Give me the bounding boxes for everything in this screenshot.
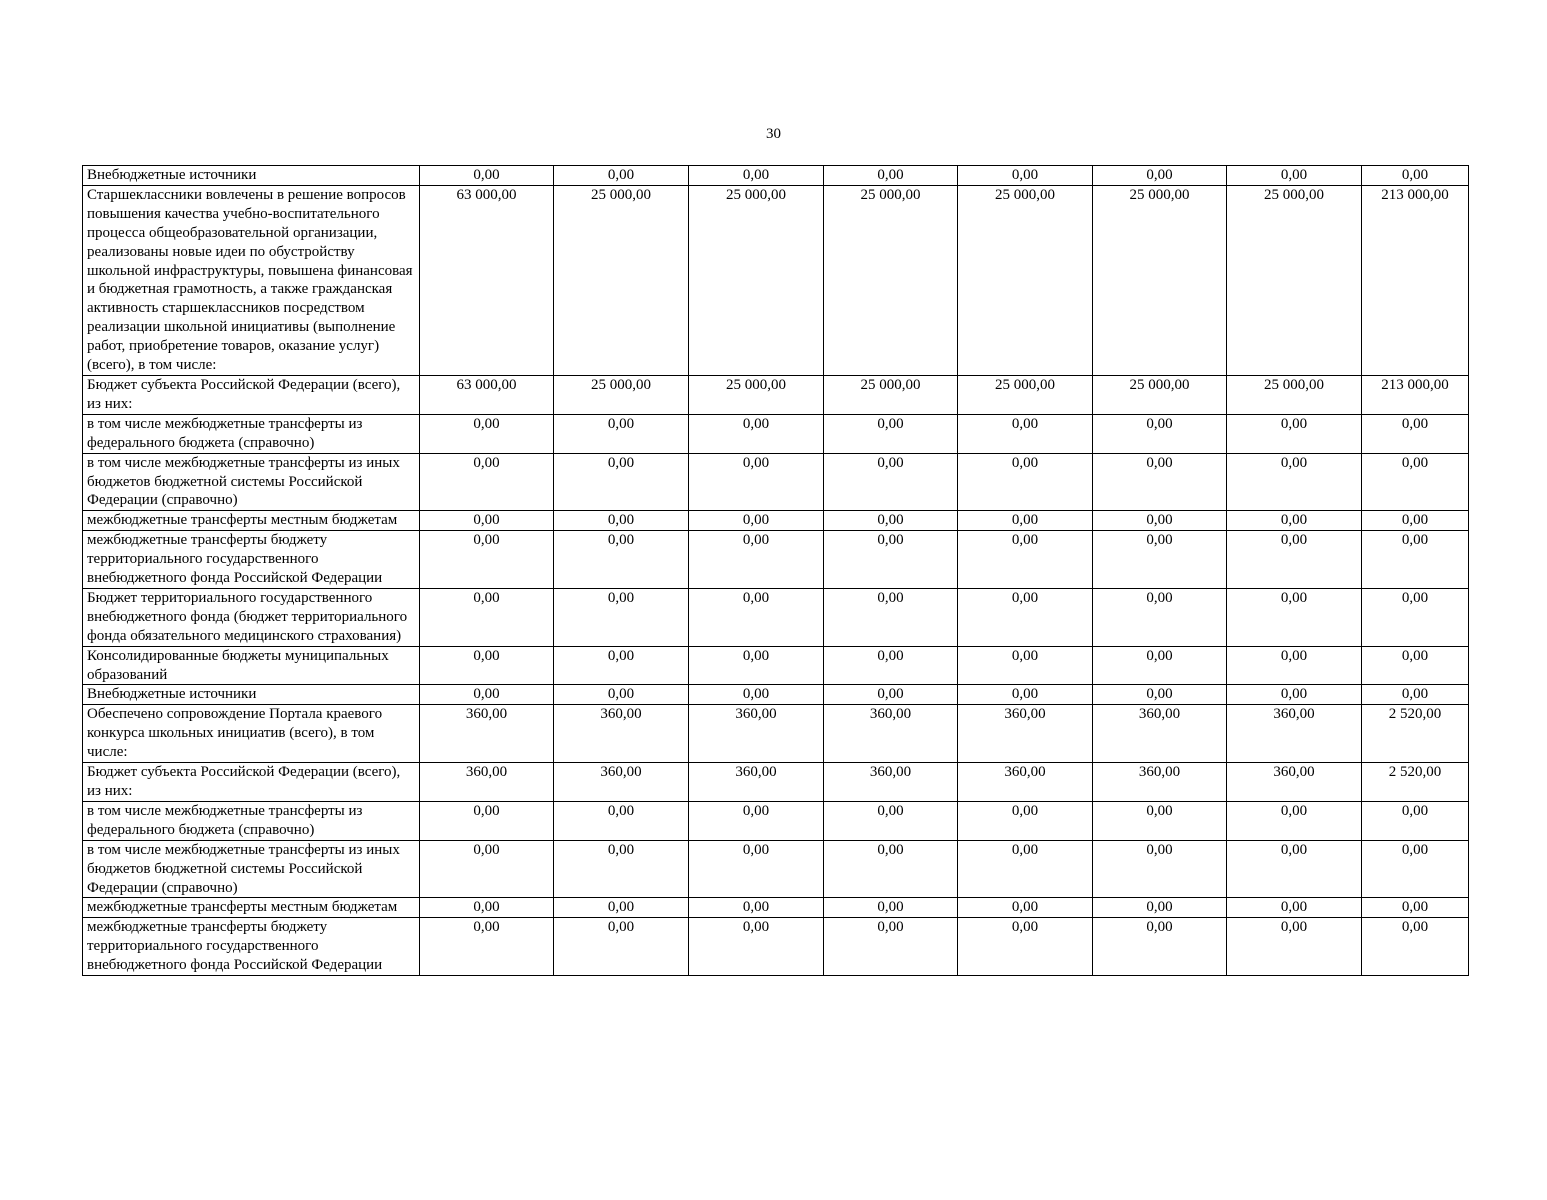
value-cell: 0,00 xyxy=(1227,453,1362,511)
row-label: межбюджетные трансферты бюджету территориального государственного внебюджетного фонда Российской Федерации xyxy=(83,918,420,976)
row-label: межбюджетные трансферты местным бюджетам xyxy=(83,898,420,918)
value-cell: 0,00 xyxy=(420,531,554,589)
value-cell: 0,00 xyxy=(420,646,554,685)
value-cell: 360,00 xyxy=(824,763,958,802)
value-cell: 0,00 xyxy=(554,531,689,589)
table-row xyxy=(83,685,1469,705)
value-cell: 360,00 xyxy=(1227,705,1362,763)
table-row xyxy=(83,375,1469,414)
value-cell: 0,00 xyxy=(420,801,554,840)
value-cell: 0,00 xyxy=(554,453,689,511)
value-cell: 0,00 xyxy=(824,414,958,453)
row-label: Бюджет территориального государственного внебюджетного фонда (бюджет территориального фонда обязательного медицинского страхования) xyxy=(83,588,420,646)
value-cell: 0,00 xyxy=(1093,588,1227,646)
value-cell: 0,00 xyxy=(554,588,689,646)
value-cell: 25 000,00 xyxy=(1093,375,1227,414)
table-row xyxy=(83,453,1469,511)
table-row xyxy=(83,840,1469,898)
value-cell: 0,00 xyxy=(958,531,1093,589)
value-cell: 213 000,00 xyxy=(1362,185,1469,375)
value-cell: 0,00 xyxy=(1093,453,1227,511)
table-row xyxy=(83,588,1469,646)
table-row xyxy=(83,763,1469,802)
value-cell: 0,00 xyxy=(958,453,1093,511)
value-cell: 0,00 xyxy=(689,166,824,186)
value-cell: 0,00 xyxy=(554,898,689,918)
value-cell: 0,00 xyxy=(1227,840,1362,898)
value-cell: 0,00 xyxy=(689,453,824,511)
row-label: межбюджетные трансферты местным бюджетам xyxy=(83,511,420,531)
value-cell: 360,00 xyxy=(554,705,689,763)
value-cell: 0,00 xyxy=(824,801,958,840)
page-number: 30 xyxy=(766,126,781,142)
budget-table xyxy=(82,165,1469,976)
value-cell: 0,00 xyxy=(1227,588,1362,646)
value-cell: 25 000,00 xyxy=(1227,185,1362,375)
row-label: Старшеклассники вовлечены в решение вопросов повышения качества учебно-воспитательного процесса общеобразовательной организации, реализованы новые идеи по обустройству школьной инфраструктуры, повышена финансовая и бюджетная грамотность, а также гражданская активность старшеклассников посредством реализации школьной инициативы (выполнение работ, приобретение товаров, оказание услуг) (всего), в том числе: xyxy=(83,185,420,375)
value-cell: 0,00 xyxy=(1362,511,1469,531)
value-cell: 360,00 xyxy=(689,763,824,802)
row-label: в том числе межбюджетные трансферты из иных бюджетов бюджетной системы Российской Федерации (справочно) xyxy=(83,453,420,511)
row-label: Обеспечено сопровождение Портала краевого конкурса школьных инициатив (всего), в том числе: xyxy=(83,705,420,763)
value-cell: 25 000,00 xyxy=(689,185,824,375)
value-cell: 25 000,00 xyxy=(554,185,689,375)
value-cell: 0,00 xyxy=(1227,898,1362,918)
value-cell: 0,00 xyxy=(1362,840,1469,898)
value-cell: 0,00 xyxy=(958,166,1093,186)
row-label: Бюджет субъекта Российской Федерации (всего), из них: xyxy=(83,763,420,802)
value-cell: 0,00 xyxy=(420,588,554,646)
value-cell: 0,00 xyxy=(689,840,824,898)
value-cell: 25 000,00 xyxy=(1093,185,1227,375)
value-cell: 0,00 xyxy=(958,646,1093,685)
value-cell: 0,00 xyxy=(824,646,958,685)
value-cell: 25 000,00 xyxy=(554,375,689,414)
value-cell: 0,00 xyxy=(420,918,554,976)
value-cell: 0,00 xyxy=(1093,511,1227,531)
value-cell: 0,00 xyxy=(554,840,689,898)
value-cell: 0,00 xyxy=(1093,646,1227,685)
value-cell: 0,00 xyxy=(689,531,824,589)
value-cell: 360,00 xyxy=(420,763,554,802)
value-cell: 0,00 xyxy=(1362,453,1469,511)
value-cell: 63 000,00 xyxy=(420,185,554,375)
value-cell: 0,00 xyxy=(420,840,554,898)
table-row xyxy=(83,918,1469,976)
table-row xyxy=(83,531,1469,589)
value-cell: 0,00 xyxy=(824,166,958,186)
value-cell: 0,00 xyxy=(1227,166,1362,186)
value-cell: 360,00 xyxy=(1093,705,1227,763)
value-cell: 0,00 xyxy=(1227,685,1362,705)
value-cell: 0,00 xyxy=(689,511,824,531)
table-body xyxy=(83,166,1469,976)
table-row xyxy=(83,166,1469,186)
value-cell: 63 000,00 xyxy=(420,375,554,414)
value-cell: 2 520,00 xyxy=(1362,705,1469,763)
value-cell: 0,00 xyxy=(958,588,1093,646)
row-label: Бюджет субъекта Российской Федерации (всего), из них: xyxy=(83,375,420,414)
value-cell: 0,00 xyxy=(958,801,1093,840)
value-cell: 0,00 xyxy=(1227,918,1362,976)
value-cell: 0,00 xyxy=(824,898,958,918)
value-cell: 25 000,00 xyxy=(1227,375,1362,414)
table-row xyxy=(83,646,1469,685)
value-cell: 0,00 xyxy=(1093,166,1227,186)
value-cell: 0,00 xyxy=(1362,898,1469,918)
value-cell: 0,00 xyxy=(554,646,689,685)
value-cell: 0,00 xyxy=(958,414,1093,453)
value-cell: 0,00 xyxy=(1362,646,1469,685)
row-label: Внебюджетные источники xyxy=(83,166,420,186)
value-cell: 0,00 xyxy=(1093,898,1227,918)
table-row xyxy=(83,414,1469,453)
value-cell: 360,00 xyxy=(958,763,1093,802)
value-cell: 360,00 xyxy=(958,705,1093,763)
value-cell: 0,00 xyxy=(554,918,689,976)
value-cell: 360,00 xyxy=(689,705,824,763)
value-cell: 0,00 xyxy=(554,801,689,840)
value-cell: 0,00 xyxy=(420,511,554,531)
value-cell: 25 000,00 xyxy=(958,375,1093,414)
value-cell: 0,00 xyxy=(420,453,554,511)
value-cell: 0,00 xyxy=(420,685,554,705)
value-cell: 0,00 xyxy=(689,646,824,685)
value-cell: 0,00 xyxy=(1362,166,1469,186)
value-cell: 0,00 xyxy=(824,453,958,511)
value-cell: 0,00 xyxy=(1362,414,1469,453)
value-cell: 0,00 xyxy=(958,511,1093,531)
value-cell: 25 000,00 xyxy=(824,185,958,375)
table-row xyxy=(83,801,1469,840)
value-cell: 0,00 xyxy=(1227,414,1362,453)
value-cell: 0,00 xyxy=(1362,685,1469,705)
value-cell: 0,00 xyxy=(420,898,554,918)
row-label: Консолидированные бюджеты муниципальных образований xyxy=(83,646,420,685)
value-cell: 0,00 xyxy=(958,898,1093,918)
value-cell: 0,00 xyxy=(554,511,689,531)
value-cell: 360,00 xyxy=(1227,763,1362,802)
value-cell: 213 000,00 xyxy=(1362,375,1469,414)
row-label: Внебюджетные источники xyxy=(83,685,420,705)
value-cell: 0,00 xyxy=(689,414,824,453)
value-cell: 0,00 xyxy=(689,588,824,646)
value-cell: 0,00 xyxy=(420,414,554,453)
value-cell: 0,00 xyxy=(1362,588,1469,646)
row-label: в том числе межбюджетные трансферты из иных бюджетов бюджетной системы Российской Федерации (справочно) xyxy=(83,840,420,898)
value-cell: 360,00 xyxy=(1093,763,1227,802)
value-cell: 25 000,00 xyxy=(824,375,958,414)
value-cell: 0,00 xyxy=(824,588,958,646)
value-cell: 0,00 xyxy=(1362,801,1469,840)
value-cell: 0,00 xyxy=(824,511,958,531)
value-cell: 0,00 xyxy=(824,918,958,976)
value-cell: 0,00 xyxy=(689,918,824,976)
value-cell: 0,00 xyxy=(1093,801,1227,840)
value-cell: 0,00 xyxy=(1227,531,1362,589)
value-cell: 0,00 xyxy=(1227,511,1362,531)
value-cell: 0,00 xyxy=(1093,685,1227,705)
value-cell: 0,00 xyxy=(958,918,1093,976)
table-row xyxy=(83,185,1469,375)
value-cell: 0,00 xyxy=(1227,646,1362,685)
row-label: в том числе межбюджетные трансферты из федерального бюджета (справочно) xyxy=(83,801,420,840)
value-cell: 0,00 xyxy=(1093,414,1227,453)
value-cell: 0,00 xyxy=(824,840,958,898)
value-cell: 0,00 xyxy=(824,685,958,705)
value-cell: 0,00 xyxy=(554,685,689,705)
value-cell: 0,00 xyxy=(958,840,1093,898)
value-cell: 25 000,00 xyxy=(689,375,824,414)
value-cell: 0,00 xyxy=(1093,840,1227,898)
value-cell: 0,00 xyxy=(689,801,824,840)
table-row xyxy=(83,511,1469,531)
value-cell: 0,00 xyxy=(1227,801,1362,840)
value-cell: 0,00 xyxy=(1093,918,1227,976)
table-row xyxy=(83,705,1469,763)
value-cell: 25 000,00 xyxy=(958,185,1093,375)
value-cell: 0,00 xyxy=(689,685,824,705)
value-cell: 0,00 xyxy=(958,685,1093,705)
value-cell: 0,00 xyxy=(420,166,554,186)
value-cell: 360,00 xyxy=(554,763,689,802)
value-cell: 0,00 xyxy=(824,531,958,589)
value-cell: 360,00 xyxy=(824,705,958,763)
value-cell: 0,00 xyxy=(554,414,689,453)
value-cell: 2 520,00 xyxy=(1362,763,1469,802)
row-label: в том числе межбюджетные трансферты из федерального бюджета (справочно) xyxy=(83,414,420,453)
row-label: межбюджетные трансферты бюджету территориального государственного внебюджетного фонда Российской Федерации xyxy=(83,531,420,589)
value-cell: 0,00 xyxy=(689,898,824,918)
value-cell: 0,00 xyxy=(1362,531,1469,589)
value-cell: 0,00 xyxy=(554,166,689,186)
value-cell: 0,00 xyxy=(1362,918,1469,976)
value-cell: 0,00 xyxy=(1093,531,1227,589)
value-cell: 360,00 xyxy=(420,705,554,763)
table-row xyxy=(83,898,1469,918)
